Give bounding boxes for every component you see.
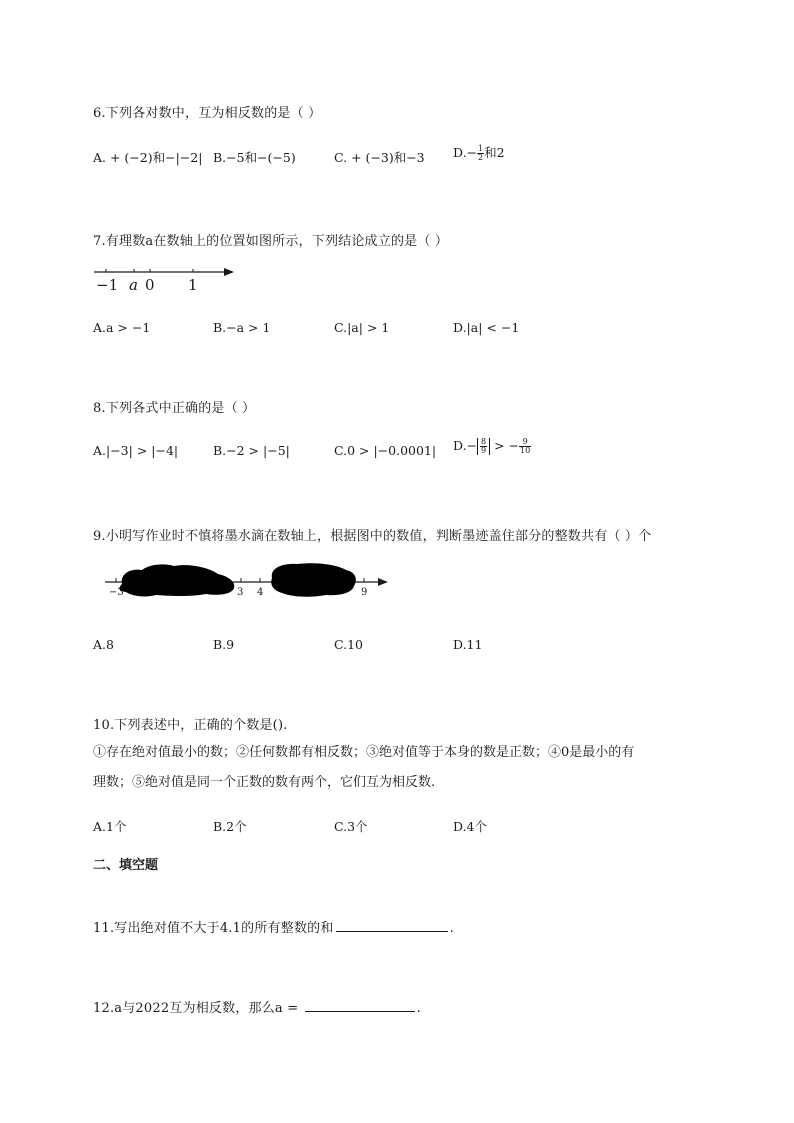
q7-option-a: A.a > −1	[93, 320, 151, 335]
q8-option-a: A.|−3| > |−4|	[93, 443, 179, 458]
fraction: $\frac{1}{2}$	[478, 144, 484, 162]
tick-label: −1	[96, 276, 119, 294]
q9-option-b: B.9	[213, 637, 235, 652]
tick-label: 0	[145, 276, 155, 294]
q10-option-c: C.3个	[334, 819, 368, 834]
q6-option-a: A. + (−2)和−|−2|	[93, 150, 203, 165]
tick-label: 4	[257, 587, 264, 598]
tick-label: 3	[237, 587, 244, 598]
q6-option-d: D.− $\frac{1}{2}$ 和2	[453, 144, 505, 162]
fraction: $\frac{8}{9}$	[481, 437, 487, 455]
q10-stem: 10.下列表述中，正确的个数是().	[93, 718, 288, 733]
fraction: $\frac{9}{10}$	[520, 437, 531, 455]
answer-blank[interactable]	[336, 918, 448, 932]
q8-stem: 8.下列各式中正确的是（ ）	[93, 401, 256, 416]
q8-option-d: D.− $\frac{8}{9}$ > − $\frac{9}{10}$	[453, 437, 531, 455]
q7-option-b: B.−a > 1	[213, 320, 271, 335]
axis-arrow	[378, 578, 388, 586]
q7-option-c: C.|a| > 1	[334, 320, 390, 335]
section-heading: 二、填空题	[93, 858, 159, 873]
answer-blank[interactable]	[305, 998, 415, 1012]
q10-statements-line1: ①存在绝对值最小的数；②任何数都有相反数；③绝对值等于本身的数是正数；④0是最小的有	[93, 745, 635, 760]
q9-stem: 9.小明写作业时不慎将墨水滴在数轴上，根据图中的数值，判断墨迹盖住部分的整数共有（ ）个	[93, 529, 652, 544]
q7-option-d: D.|a| < −1	[453, 320, 520, 335]
ink-blot	[119, 564, 234, 596]
q6-stem: 6.下列各对数中，互为相反数的是（ ）	[93, 106, 322, 121]
q11: 11.写出绝对值不大于4.1的所有整数的和 .	[93, 917, 454, 936]
q10-statements-line2: 理数；⑤绝对值是同一个正数的数有两个，它们互为相反数.	[93, 775, 436, 790]
tick-label: a	[129, 276, 138, 294]
axis-arrow	[224, 268, 234, 276]
tick-label: 1	[188, 276, 198, 294]
q10-option-b: B.2个	[213, 819, 247, 834]
q9-number-line	[100, 560, 395, 602]
q9-option-c: C.10	[334, 637, 363, 652]
q7-number-line	[90, 260, 240, 296]
q10-option-d: D.4个	[453, 819, 488, 834]
q9-option-d: D.11	[453, 637, 483, 652]
tick-label: −3	[109, 587, 124, 598]
q11-stem: 11.写出绝对值不大于4.1的所有整数的和	[93, 921, 334, 936]
q8-option-b: B.−2 > |−5|	[213, 443, 290, 458]
ink-blot	[271, 563, 356, 596]
tick-label: 9	[361, 587, 368, 598]
q9-option-a: A.8	[93, 637, 114, 652]
absolute-value	[477, 438, 490, 455]
q10-option-a: A.1个	[93, 819, 127, 834]
q6-option-c: C. + (−3)和−3	[334, 150, 425, 165]
q12-stem: 12.a与2022互为相反数，那么a =	[93, 1001, 303, 1016]
q6-option-b: B.−5和−(−5)	[213, 150, 296, 165]
q8-option-c: C.0 > |−0.0001|	[334, 443, 437, 458]
q12: 12.a与2022互为相反数，那么a = .	[93, 997, 421, 1016]
q7-stem: 7.有理数a在数轴上的位置如图所示，下列结论成立的是（ ）	[93, 234, 449, 249]
